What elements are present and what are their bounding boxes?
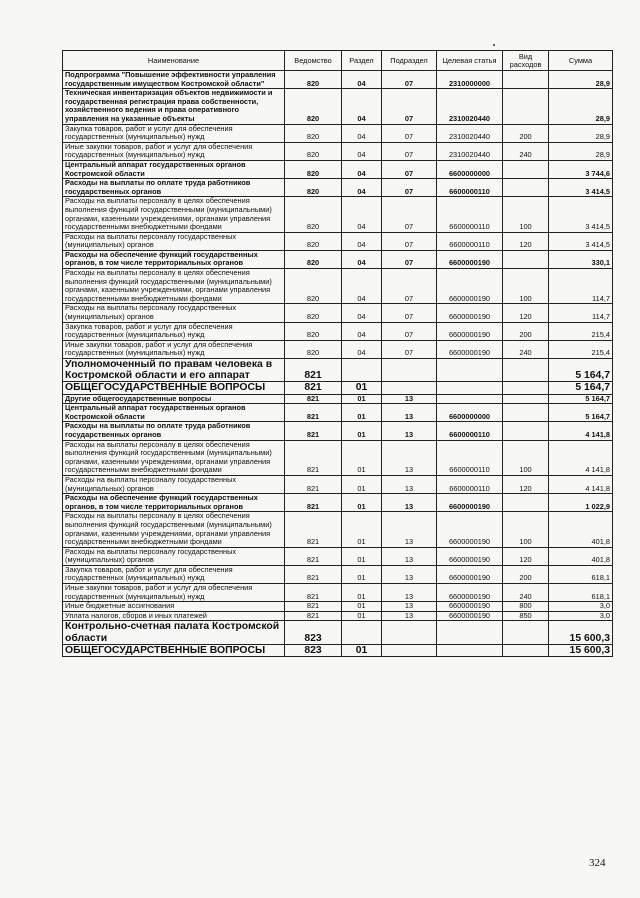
row-target: 6600000190 — [437, 322, 503, 340]
row-expense-type: 200 — [503, 565, 549, 583]
row-target: 2310020440 — [437, 124, 503, 142]
row-expense-type: 240 — [503, 142, 549, 160]
table-row — [63, 611, 613, 621]
table-row — [63, 160, 613, 178]
row-target — [437, 359, 503, 382]
row-target: 6600000110 — [437, 422, 503, 440]
row-dept: 820 — [285, 304, 342, 322]
row-target: 6600000110 — [437, 475, 503, 493]
row-dept: 821 — [285, 602, 342, 612]
row-target: 6600000000 — [437, 404, 503, 422]
row-target: 2310020440 — [437, 89, 503, 124]
row-dept: 821 — [285, 475, 342, 493]
table-row — [63, 584, 613, 602]
row-dept: 821 — [285, 512, 342, 547]
row-dept: 820 — [285, 71, 342, 89]
table-row — [63, 322, 613, 340]
row-subsection: 13 — [382, 547, 437, 565]
row-name: Расходы на выплаты персоналу государственных (муниципальных) органов — [63, 475, 285, 493]
table-body — [63, 71, 613, 657]
row-dept: 820 — [285, 250, 342, 268]
header-target: Целевая статья — [437, 51, 503, 71]
table-row — [63, 512, 613, 547]
table-row — [63, 475, 613, 493]
row-expense-type — [503, 621, 549, 644]
row-subsection: 07 — [382, 304, 437, 322]
table-row — [63, 250, 613, 268]
row-target: 6600000110 — [437, 440, 503, 475]
row-dept: 821 — [285, 359, 342, 382]
row-name: Расходы на выплаты персоналу в целях обеспечения выполнения функций государственными (муниципальными) органами, казенными учреждениями, органами управления государственными внебюджетными фондами — [63, 512, 285, 547]
row-amount: 15 600,3 — [549, 644, 613, 656]
page-number: 324 — [589, 857, 606, 869]
row-amount: 28,9 — [549, 71, 613, 89]
row-expense-type: 120 — [503, 475, 549, 493]
header-name: Наименование — [63, 51, 285, 71]
row-subsection: 07 — [382, 197, 437, 232]
row-name: Расходы на выплаты персоналу в целях обеспечения выполнения функций государственными (муниципальными) органами, казенными учреждениями, органами управления государственными внебюджетными фондами — [63, 440, 285, 475]
row-target: 6600000110 — [437, 197, 503, 232]
row-amount: 5 164,7 — [549, 394, 613, 404]
row-subsection: 13 — [382, 611, 437, 621]
row-dept: 823 — [285, 621, 342, 644]
row-subsection: 13 — [382, 422, 437, 440]
table-row — [63, 621, 613, 644]
row-name: Расходы на выплаты персоналу государственных (муниципальных) органов — [63, 232, 285, 250]
row-section: 04 — [342, 142, 382, 160]
row-amount: 215,4 — [549, 322, 613, 340]
row-name: Техническая инвентаризация объектов недвижимости и государственная регистрация права собственности, хозяйственного ведения и права оперативного управления на указанные объекты — [63, 89, 285, 124]
table-row — [63, 124, 613, 142]
header-amount: Сумма — [549, 51, 613, 71]
table-row — [63, 304, 613, 322]
row-section: 01 — [342, 494, 382, 512]
row-subsection: 13 — [382, 494, 437, 512]
row-section: 04 — [342, 71, 382, 89]
row-target: 6600000190 — [437, 494, 503, 512]
row-subsection: 07 — [382, 179, 437, 197]
row-dept: 821 — [285, 394, 342, 404]
row-amount: 28,9 — [549, 124, 613, 142]
row-name: ОБЩЕГОСУДАРСТВЕННЫЕ ВОПРОСЫ — [63, 382, 285, 394]
row-subsection: 13 — [382, 440, 437, 475]
row-dept: 820 — [285, 179, 342, 197]
row-dept: 821 — [285, 584, 342, 602]
row-name: Расходы на выплаты по оплате труда работников государственных органов — [63, 422, 285, 440]
row-subsection — [382, 382, 437, 394]
row-name: Иные закупки товаров, работ и услуг для обеспечения государственных (муниципальных) нужд — [63, 340, 285, 358]
row-target — [437, 382, 503, 394]
row-subsection: 07 — [382, 71, 437, 89]
row-subsection: 07 — [382, 322, 437, 340]
row-target: 6600000190 — [437, 547, 503, 565]
row-dept: 823 — [285, 644, 342, 656]
row-subsection: 07 — [382, 142, 437, 160]
row-expense-type — [503, 404, 549, 422]
row-expense-type: 100 — [503, 269, 549, 304]
row-amount: 3 414,5 — [549, 179, 613, 197]
table-row — [63, 422, 613, 440]
row-expense-type: 100 — [503, 512, 549, 547]
row-expense-type: 120 — [503, 232, 549, 250]
row-name: Закупка товаров, работ и услуг для обеспечения государственных (муниципальных) нужд — [63, 124, 285, 142]
row-amount: 5 164,7 — [549, 382, 613, 394]
row-expense-type — [503, 250, 549, 268]
header-section: Раздел — [342, 51, 382, 71]
row-expense-type: 120 — [503, 547, 549, 565]
row-expense-type: 200 — [503, 322, 549, 340]
table-row — [63, 232, 613, 250]
row-section: 01 — [342, 422, 382, 440]
row-section: 04 — [342, 304, 382, 322]
row-dept: 820 — [285, 197, 342, 232]
row-section: 01 — [342, 611, 382, 621]
row-dept: 820 — [285, 340, 342, 358]
row-section: 01 — [342, 475, 382, 493]
row-target: 6600000000 — [437, 160, 503, 178]
table-row — [63, 142, 613, 160]
row-section: 04 — [342, 322, 382, 340]
row-name: Уплата налогов, сборов и иных платежей — [63, 611, 285, 621]
row-name: Расходы на обеспечение функций государственных органов, в том числе территориальных органов — [63, 250, 285, 268]
row-dept: 820 — [285, 160, 342, 178]
budget-table — [62, 50, 613, 657]
row-section: 01 — [342, 440, 382, 475]
row-amount: 4 141,8 — [549, 475, 613, 493]
row-name: Расходы на обеспечение функций государственных органов, в том числе территориальных органов — [63, 494, 285, 512]
row-subsection: 13 — [382, 584, 437, 602]
row-amount: 28,9 — [549, 89, 613, 124]
row-expense-type: 240 — [503, 584, 549, 602]
row-subsection: 07 — [382, 269, 437, 304]
row-subsection — [382, 644, 437, 656]
row-target: 6600000190 — [437, 304, 503, 322]
row-amount: 618,1 — [549, 584, 613, 602]
row-section: 04 — [342, 179, 382, 197]
row-expense-type — [503, 394, 549, 404]
row-target — [437, 621, 503, 644]
table-row — [63, 404, 613, 422]
row-subsection: 13 — [382, 404, 437, 422]
row-section: 04 — [342, 250, 382, 268]
row-expense-type — [503, 160, 549, 178]
row-amount: 401,8 — [549, 512, 613, 547]
row-dept: 821 — [285, 547, 342, 565]
row-subsection: 13 — [382, 394, 437, 404]
row-target: 2310000000 — [437, 71, 503, 89]
table-row — [63, 71, 613, 89]
row-name: Закупка товаров, работ и услуг для обеспечения государственных (муниципальных) нужд — [63, 565, 285, 583]
row-name: Иные закупки товаров, работ и услуг для обеспечения государственных (муниципальных) нужд — [63, 142, 285, 160]
row-section: 01 — [342, 382, 382, 394]
row-dept: 820 — [285, 322, 342, 340]
row-subsection: 13 — [382, 512, 437, 547]
row-section: 04 — [342, 197, 382, 232]
row-subsection: 07 — [382, 124, 437, 142]
table-row — [63, 547, 613, 565]
table-row — [63, 602, 613, 612]
row-target: 6600000190 — [437, 611, 503, 621]
row-subsection: 13 — [382, 565, 437, 583]
row-amount: 5 164,7 — [549, 404, 613, 422]
row-section: 01 — [342, 512, 382, 547]
row-subsection: 13 — [382, 475, 437, 493]
row-subsection: 07 — [382, 232, 437, 250]
table-row — [63, 359, 613, 382]
row-expense-type — [503, 359, 549, 382]
row-amount: 4 141,8 — [549, 440, 613, 475]
row-target: 6600000190 — [437, 269, 503, 304]
row-amount: 215,4 — [549, 340, 613, 358]
row-dept: 821 — [285, 382, 342, 394]
row-amount: 114,7 — [549, 304, 613, 322]
row-target: 6600000110 — [437, 232, 503, 250]
row-dept: 820 — [285, 269, 342, 304]
row-subsection: 07 — [382, 89, 437, 124]
row-amount: 3,0 — [549, 602, 613, 612]
row-name: Подпрограмма "Повышение эффективности управления государственным имуществом Костромской области" — [63, 71, 285, 89]
row-name: Расходы на выплаты персоналу в целях обеспечения выполнения функций государственными (муниципальными) органами, казенными учреждениями, органами управления государственными внебюджетными фондами — [63, 269, 285, 304]
row-dept: 820 — [285, 232, 342, 250]
budget-page — [62, 50, 612, 657]
row-name: Центральный аппарат государственных органов Костромской области — [63, 160, 285, 178]
row-section: 01 — [342, 404, 382, 422]
row-section: 01 — [342, 565, 382, 583]
table-row — [63, 197, 613, 232]
row-expense-type: 100 — [503, 440, 549, 475]
row-section: 04 — [342, 160, 382, 178]
row-target — [437, 644, 503, 656]
row-amount: 5 164,7 — [549, 359, 613, 382]
row-section — [342, 621, 382, 644]
row-dept: 820 — [285, 142, 342, 160]
row-target: 6600000190 — [437, 250, 503, 268]
table-row — [63, 494, 613, 512]
row-section: 01 — [342, 602, 382, 612]
row-dept: 821 — [285, 440, 342, 475]
row-expense-type: 120 — [503, 304, 549, 322]
row-amount: 3 414,5 — [549, 197, 613, 232]
row-name: ОБЩЕГОСУДАРСТВЕННЫЕ ВОПРОСЫ — [63, 644, 285, 656]
row-expense-type — [503, 71, 549, 89]
row-dept: 821 — [285, 422, 342, 440]
row-amount: 1 022,9 — [549, 494, 613, 512]
table-header-row — [63, 51, 613, 71]
row-target: 6600000190 — [437, 584, 503, 602]
row-amount: 4 141,8 — [549, 422, 613, 440]
row-amount: 114,7 — [549, 269, 613, 304]
row-name: Уполномоченный по правам человека в Костромской области и его аппарат — [63, 359, 285, 382]
row-name: Расходы на выплаты персоналу государственных (муниципальных) органов — [63, 547, 285, 565]
table-row — [63, 394, 613, 404]
row-amount: 401,8 — [549, 547, 613, 565]
table-row — [63, 382, 613, 394]
row-expense-type: 200 — [503, 124, 549, 142]
row-section — [342, 359, 382, 382]
row-expense-type — [503, 422, 549, 440]
row-dept: 821 — [285, 404, 342, 422]
row-name: Контрольно-счетная палата Костромской области — [63, 621, 285, 644]
row-target: 6600000190 — [437, 512, 503, 547]
row-name: Закупка товаров, работ и услуг для обеспечения государственных (муниципальных) нужд — [63, 322, 285, 340]
row-section: 04 — [342, 89, 382, 124]
table-row — [63, 340, 613, 358]
row-section: 04 — [342, 269, 382, 304]
row-amount: 618,1 — [549, 565, 613, 583]
table-row — [63, 89, 613, 124]
row-section: 01 — [342, 584, 382, 602]
row-dept: 821 — [285, 611, 342, 621]
row-amount: 15 600,3 — [549, 621, 613, 644]
row-expense-type — [503, 382, 549, 394]
row-section: 01 — [342, 394, 382, 404]
table-row — [63, 269, 613, 304]
row-subsection: 07 — [382, 340, 437, 358]
row-expense-type — [503, 179, 549, 197]
table-row — [63, 179, 613, 197]
row-target: 6600000110 — [437, 179, 503, 197]
header-subsection: Подраздел — [382, 51, 437, 71]
row-target: 6600000190 — [437, 602, 503, 612]
row-amount: 3 744,6 — [549, 160, 613, 178]
row-dept: 820 — [285, 124, 342, 142]
row-target: 6600000190 — [437, 340, 503, 358]
row-expense-type — [503, 644, 549, 656]
row-name: Иные закупки товаров, работ и услуг для обеспечения государственных (муниципальных) нужд — [63, 584, 285, 602]
header-dept: Ведомство — [285, 51, 342, 71]
row-section: 04 — [342, 340, 382, 358]
row-subsection — [382, 359, 437, 382]
row-name: Иные бюджетные ассигнования — [63, 602, 285, 612]
row-expense-type — [503, 494, 549, 512]
row-expense-type — [503, 89, 549, 124]
row-name: Расходы на выплаты персоналу государственных (муниципальных) органов — [63, 304, 285, 322]
row-target — [437, 394, 503, 404]
row-subsection: 13 — [382, 602, 437, 612]
row-dept: 821 — [285, 494, 342, 512]
row-name: Расходы на выплаты по оплате труда работников государственных органов — [63, 179, 285, 197]
table-row — [63, 644, 613, 656]
row-name: Расходы на выплаты персоналу в целях обеспечения выполнения функций государственными (муниципальными) органами, казенными учреждениями, органами управления государственными внебюджетными фондами — [63, 197, 285, 232]
scan-speck — [493, 44, 495, 46]
row-name: Центральный аппарат государственных органов Костромской области — [63, 404, 285, 422]
row-name: Другие общегосударственные вопросы — [63, 394, 285, 404]
row-section: 04 — [342, 232, 382, 250]
row-amount: 3 414,5 — [549, 232, 613, 250]
row-dept: 821 — [285, 565, 342, 583]
row-section: 01 — [342, 547, 382, 565]
row-target: 2310020440 — [437, 142, 503, 160]
row-subsection: 07 — [382, 160, 437, 178]
row-expense-type: 850 — [503, 611, 549, 621]
row-dept: 820 — [285, 89, 342, 124]
row-expense-type: 100 — [503, 197, 549, 232]
row-section: 04 — [342, 124, 382, 142]
row-target: 6600000190 — [437, 565, 503, 583]
table-row — [63, 565, 613, 583]
row-amount: 28,9 — [549, 142, 613, 160]
table-row — [63, 440, 613, 475]
header-expense-type: Вид расходов — [503, 51, 549, 71]
row-amount: 3,0 — [549, 611, 613, 621]
row-subsection — [382, 621, 437, 644]
row-subsection: 07 — [382, 250, 437, 268]
row-amount: 330,1 — [549, 250, 613, 268]
row-expense-type: 240 — [503, 340, 549, 358]
row-expense-type: 800 — [503, 602, 549, 612]
row-section: 01 — [342, 644, 382, 656]
